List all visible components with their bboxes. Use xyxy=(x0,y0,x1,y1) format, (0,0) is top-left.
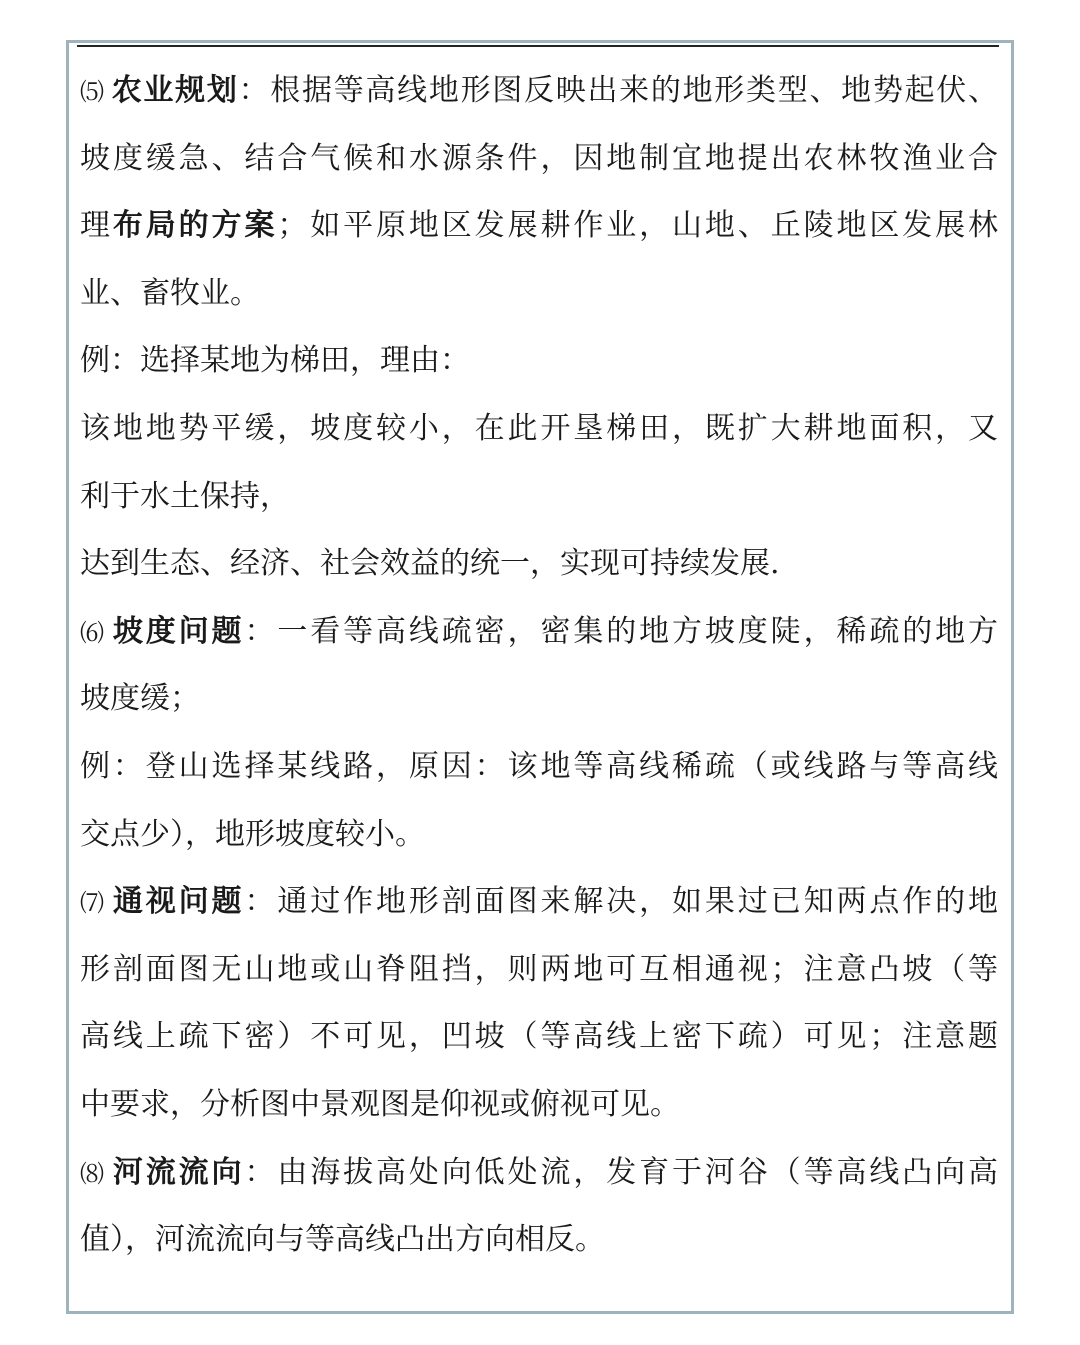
section-7-text: 通过作地形剖面图来解决，如果过已知两点作的地 xyxy=(277,884,999,920)
top-rule xyxy=(77,45,999,47)
section-6-number: ⑹ xyxy=(80,618,107,647)
section-8-line-2: 值），河流流向与等高线凸出方向相反。 xyxy=(80,1222,605,1258)
section-6-example-line-1: 例：登山选择某线路，原因：该地等高线稀疏（或线路与等高线 xyxy=(80,748,998,784)
section-6-colon: ： xyxy=(244,613,278,649)
section-6-line-1 xyxy=(80,598,998,666)
section-6-text: 一看等高线疏密，密集的地方坡度陡，稀疏的地方 xyxy=(277,613,999,649)
section-8-heading: 河流流向 xyxy=(112,1154,245,1190)
section-8-number: ⑻ xyxy=(80,1159,107,1188)
document-body xyxy=(80,57,998,1274)
section-7-line-1 xyxy=(80,868,998,936)
section-5-line-3-pre: 理 xyxy=(80,208,113,244)
section-5-example-line-1: 例：选择某地为梯田，理由： xyxy=(80,343,470,379)
section-8-line-1 xyxy=(80,1139,998,1207)
section-7-heading: 通视问题 xyxy=(112,884,245,920)
section-5-heading: 农业规划 xyxy=(111,73,239,108)
section-6-line-2: 坡度缓； xyxy=(80,681,200,717)
section-8-colon: ： xyxy=(244,1154,278,1190)
section-6-heading: 坡度问题 xyxy=(112,613,245,649)
section-5-example-line-4: 达到生态、经济、社会效益的统一，实现可持续发展. xyxy=(80,546,780,582)
section-7-line-4: 中要求，分析图中景观图是仰视或俯视可见。 xyxy=(80,1086,680,1122)
section-5-line-1 xyxy=(80,57,998,125)
section-5-text: 根据等高线地形图反映出来的地形类型、地势起伏、 xyxy=(270,73,999,108)
section-6-example-line-2: 交点少），地形坡度较小。 xyxy=(80,816,425,852)
section-7-line-3: 高线上疏下密）不可见，凹坡（等高线上密下疏）可见；注意题 xyxy=(80,1019,998,1055)
section-7-line-2: 形剖面图无山地或山脊阻挡，则两地可互相通视；注意凸坡（等 xyxy=(80,951,998,987)
section-5-line-4: 业、畜牧业。 xyxy=(80,275,260,311)
section-5-emphasis: 布局的方案 xyxy=(112,208,278,244)
document-frame xyxy=(66,40,1014,1314)
section-5-colon: ： xyxy=(238,73,271,108)
section-5-example-line-3: 利于水土保持， xyxy=(80,478,290,514)
section-5-line-2: 坡度缓急、结合气候和水源条件，因地制宜地提出农林牧渔业合 xyxy=(80,140,998,176)
section-5-line-3 xyxy=(80,192,998,260)
section-5-example-line-2: 该地地势平缓，坡度较小，在此开垦梯田，既扩大耕地面积，又 xyxy=(80,410,998,446)
section-5-line-3-post: ；如平原地区发展耕作业，山地、丘陵地区发展林 xyxy=(277,208,999,244)
section-7-colon: ： xyxy=(244,884,278,920)
section-5-number: ⑸ xyxy=(80,78,106,106)
section-8-text: 由海拔高处向低处流，发育于河谷（等高线凸向高 xyxy=(277,1154,999,1190)
section-7-number: ⑺ xyxy=(80,889,107,918)
